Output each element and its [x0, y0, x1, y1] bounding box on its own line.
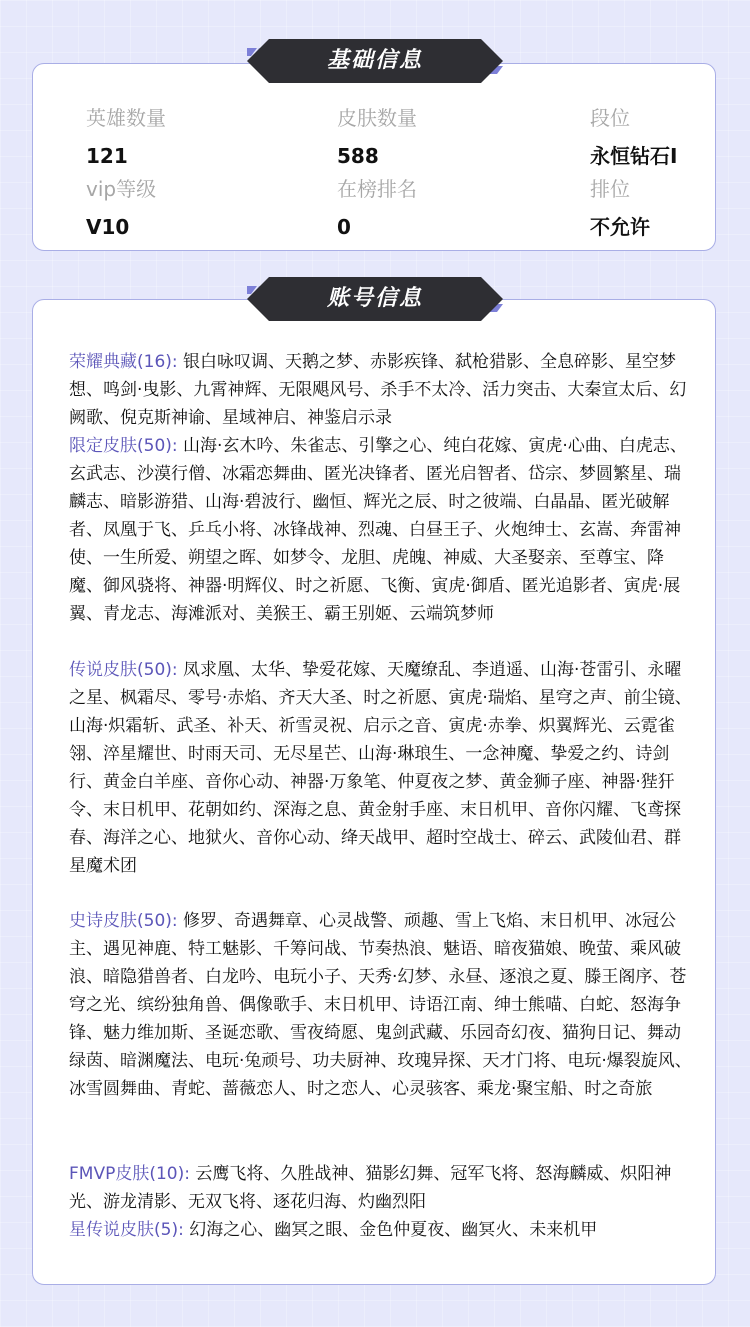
- skin-category-label: 限定皮肤(50):: [69, 436, 178, 456]
- hero-count-value: 121: [86, 144, 128, 168]
- basic-info-header: [247, 38, 503, 84]
- skin-list: 修罗、奇遇舞章、心灵战警、顽趣、雪上飞焰、末日机甲、冰冠公主、遇见神鹿、特工魅影、千筹问战、节奏热浪、魅语、暗夜猫娘、晚萤、乘风破浪、暗隐猎兽者、白龙吟、电玩小子、天秀·幻梦、永昼、逐浪之夏、滕王阁序、苍穹之光、缤纷独角兽、偶像歌手、末日机甲、诗语江南、绅士熊喵、白蛇、怒海争锋、魅力维加斯、圣诞恋歌、雪夜绮愿、鬼剑武藏、乐园奇幻夜、猫狗日记、舞动绿茵、暗渊魔法、电玩·兔顽号、功夫厨神、玫瑰异探、天才门将、电玩·爆裂旋风、冰雪圆舞曲、青蛇、蔷薇恋人、时之恋人、心灵骇客、乘龙·聚宝船、时之奇旅: [69, 911, 692, 1099]
- skin-count-label: 皮肤数量: [337, 106, 417, 130]
- skin-category-label: 传说皮肤(50):: [69, 660, 178, 680]
- rank-tier-cell: [590, 104, 750, 170]
- skin-category-label: 荣耀典藏(16):: [69, 352, 178, 372]
- skin-category-label: 星传说皮肤(5):: [69, 1220, 184, 1240]
- account-info-header: [247, 276, 503, 322]
- skin-category-fmvp: [69, 1160, 695, 1216]
- hero-count-label: 英雄数量: [86, 106, 166, 130]
- skin-category-legend: [69, 656, 695, 880]
- skin-category-star-legend: [69, 1216, 695, 1244]
- leaderboard-rank-cell: [337, 175, 537, 241]
- skin-list: 云鹰飞将、久胜战神、猫影幻舞、冠军飞将、怒海麟威、炽阳神光、游龙清影、无双飞将、逐花归海、灼幽烈阳: [69, 1164, 672, 1212]
- account-info-card: [32, 299, 716, 1285]
- rank-tier-value: 永恒钻石I: [590, 144, 678, 168]
- ranked-allowed-cell: [590, 175, 750, 241]
- skin-list: 幻海之心、幽冥之眼、金色仲夏夜、幽冥火、未来机甲: [189, 1220, 598, 1240]
- skin-list: 银白咏叹调、天鹅之梦、赤影疾锋、弑枪猎影、全息碎影、星空梦想、鸣剑·曳影、九霄神辉、无限飓风号、杀手不太冷、活力突击、大秦宣太后、幻阙歌、倪克斯神谕、星域神启、神鉴启示录: [69, 352, 687, 428]
- skin-list: 凤求凰、太华、挚爱花嫁、天魔缭乱、李逍遥、山海·苍雷引、永曜之星、枫霜尽、零号·赤焰、齐天大圣、时之祈愿、寅虎·瑞焰、星穹之声、前尘镜、山海·炽霜斩、武圣、补天、祈雪灵祝、启示之音、寅虎·赤拳、炽翼辉光、云霓雀翎、淬星耀世、时雨天司、无尽星芒、山海·琳琅生、一念神魔、挚爱之约、诗剑行、黄金白羊座、音你心动、神器·万象笔、仲夏夜之梦、黄金狮子座、神器·狴犴令、末日机甲、花朝如约、深海之息、黄金射手座、末日机甲、音你闪耀、飞鸢探春、海洋之心、地狱火、音你心动、绛天战甲、超时空战士、碎云、武陵仙君、群星魔术团: [69, 660, 692, 876]
- leaderboard-rank-label: 在榜排名: [337, 177, 417, 201]
- hero-count-cell: [86, 104, 286, 170]
- skin-category-label: 史诗皮肤(50):: [69, 911, 178, 931]
- skin-list: 山海·玄木吟、朱雀志、引擎之心、纯白花嫁、寅虎·心曲、白虎志、玄武志、沙漠行僧、冰霜恋舞曲、匿光决锋者、匿光启智者、岱宗、梦圆繁星、瑞麟志、暗影游猎、山海·碧波行、幽恒、辉光之辰、时之彼端、白晶晶、匿光破解者、凤凰于飞、乒乓小将、冰锋战神、烈魂、白昼王子、火炮绅士、玄嵩、奔雷神使、一生所爱、朔望之晖、如梦令、龙胆、虎魄、神威、大圣娶亲、至尊宝、降魔、御风骁将、神器·明辉仪、时之祈愿、飞衡、寅虎·御盾、匿光追影者、寅虎·展翼、青龙志、海滩派对、美猴王、霸王别姬、云端筑梦师: [69, 436, 687, 624]
- ranked-allowed-value: 不允许: [590, 215, 650, 239]
- skin-count-cell: [337, 104, 537, 170]
- leaderboard-rank-value: 0: [337, 215, 351, 239]
- rank-tier-label: 段位: [590, 106, 630, 130]
- basic-info-card: [32, 63, 716, 251]
- skin-category-epic: [69, 907, 695, 1103]
- skin-count-value: 588: [337, 144, 379, 168]
- skin-category-limited: [69, 432, 695, 628]
- ranked-allowed-label: 排位: [590, 177, 630, 201]
- skin-category-label: FMVP皮肤(10):: [69, 1164, 190, 1184]
- vip-level-label: vip等级: [86, 177, 157, 201]
- basic-info-title: 基础信息: [326, 48, 423, 73]
- vip-level-value: V10: [86, 215, 130, 239]
- skin-category-honor: [69, 348, 695, 432]
- account-info-title: 账号信息: [326, 286, 423, 311]
- vip-level-cell: [86, 175, 286, 241]
